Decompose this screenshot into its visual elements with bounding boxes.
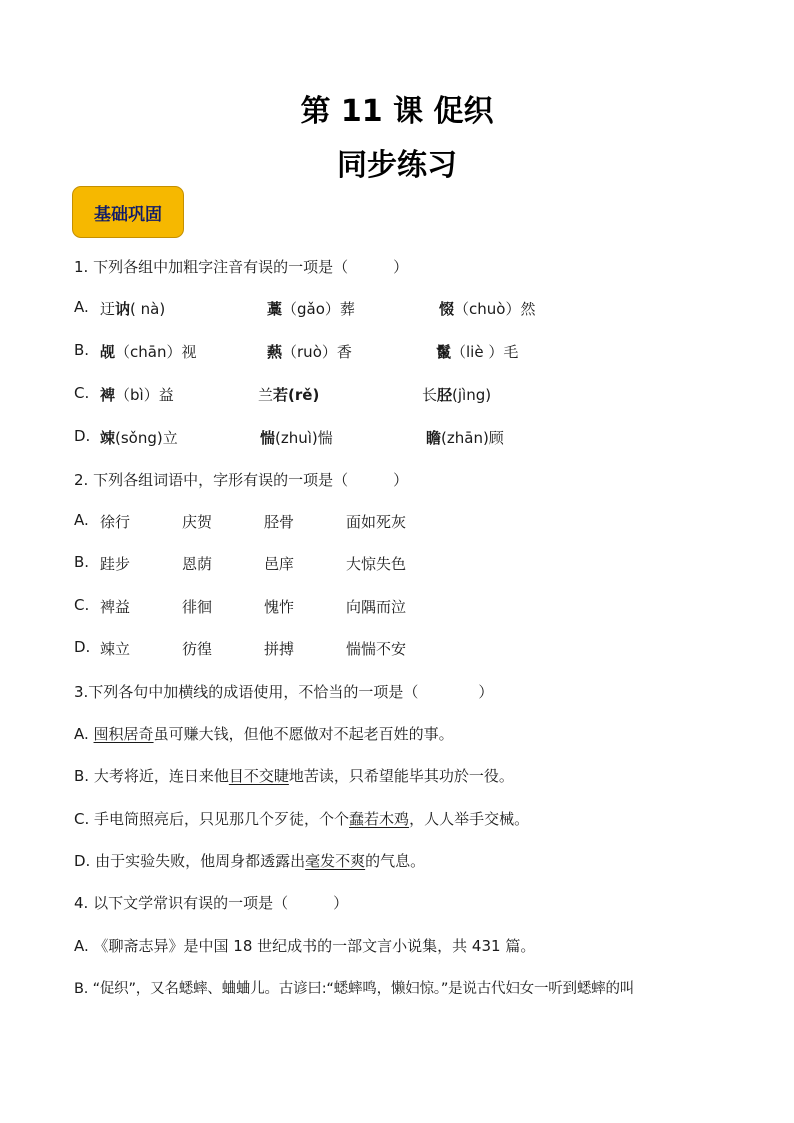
option-label: A. (74, 511, 89, 529)
q1-d-item2: 惴(zhuì)惴 (260, 429, 333, 447)
underlined-idiom: 目不交睫 (228, 767, 289, 785)
q2-word: 跬步 (100, 555, 131, 573)
option-label: A. (74, 725, 89, 743)
q1-b-item1: 觇（chān）视 (100, 343, 197, 361)
option-label: B. (74, 341, 90, 359)
q1-a-item1: 迂讷( nà) (100, 300, 166, 318)
q2-word: 大惊失色 (346, 555, 407, 573)
q1-d-item1: 竦(sǒng)立 (100, 429, 178, 447)
underlined-idiom: 毫发不爽 (305, 852, 366, 870)
q2-word: 面如死灰 (346, 513, 407, 531)
option-label: B. (74, 553, 90, 571)
q2-word: 彷徨 (182, 640, 213, 658)
q1-c-item3: 长胫(jìng) (422, 386, 492, 404)
option-label: B. (74, 767, 90, 785)
q2-word: 竦立 (100, 640, 131, 658)
option-label: C. (74, 810, 90, 828)
lesson-title: 第 11 课 促织 (300, 94, 494, 129)
q1-d-item3: 瞻(zhān)顾 (426, 429, 504, 447)
q3-option-b: B. 大考将近，连日来他目不交睫地苦读，只希望能毕其功於一役。 (74, 767, 514, 785)
q2-stem: 2. 下列各组词语中，字形有误的一项是（ ） (74, 471, 409, 489)
q1-c-item2: 兰若(rě) (258, 386, 320, 404)
q3-stem: 3.下列各句中加横线的成语使用，不恰当的一项是（ ） (74, 683, 494, 701)
q2-word: 徐行 (100, 513, 131, 531)
q3-option-a: A. 囤积居奇虽可赚大钱，但他不愿做对不起老百姓的事。 (74, 725, 454, 743)
q4-option-b: B. “促织”，又名蟋蟀、蛐蛐儿。古谚曰:“蟋蟀鸣，懒妇惊。”是说古代妇女一听到蟋蟀的叫 (74, 981, 635, 997)
q2-word: 邑庠 (264, 555, 295, 573)
option-label: C. (74, 596, 90, 614)
q2-word: 拼搏 (264, 640, 295, 658)
q1-a-item3: 惙（chuò）然 (439, 300, 536, 318)
section-badge: 基础巩固 (72, 186, 184, 238)
option-label: D. (74, 427, 91, 445)
q3-option-c: C. 手电筒照亮后，只见那几个歹徒，个个蠢若木鸡，人人举手交械。 (74, 810, 530, 828)
q1-b-item2: 爇（ruò）香 (267, 343, 352, 361)
q2-word: 愧怍 (264, 598, 295, 616)
q2-word: 胫骨 (264, 513, 295, 531)
q2-word: 惴惴不安 (346, 640, 407, 658)
option-label: D. (74, 638, 91, 656)
lesson-subtitle: 同步练习 (337, 148, 457, 183)
q2-word: 裨益 (100, 598, 131, 616)
q2-word: 徘徊 (182, 598, 213, 616)
q1-b-item3: 鬣（liè ）毛 (436, 343, 519, 361)
q4-option-a: A. 《聊斋志异》是中国 18 世纪成书的一部文言小说集，共 431 篇。 (74, 937, 536, 955)
q1-c-item1: 裨（bì）益 (100, 386, 174, 404)
q3-option-d: D. 由于实验失败，他周身都透露出毫发不爽的气息。 (74, 852, 426, 870)
underlined-idiom: 蠢若木鸡 (349, 810, 410, 828)
q1-stem: 1. 下列各组中加粗字注音有误的一项是（ ） (74, 258, 409, 276)
q2-word: 庆贺 (182, 513, 213, 531)
option-label: D. (74, 852, 91, 870)
underlined-idiom: 囤积居奇 (93, 725, 154, 743)
option-label: C. (74, 384, 90, 402)
option-label: A. (74, 298, 89, 316)
q4-stem: 4. 以下文学常识有误的一项是（ ） (74, 894, 349, 912)
q2-word: 向隅而泣 (346, 598, 407, 616)
q1-a-item2: 藁（gǎo）葬 (267, 300, 355, 318)
q2-word: 恩荫 (182, 555, 213, 573)
